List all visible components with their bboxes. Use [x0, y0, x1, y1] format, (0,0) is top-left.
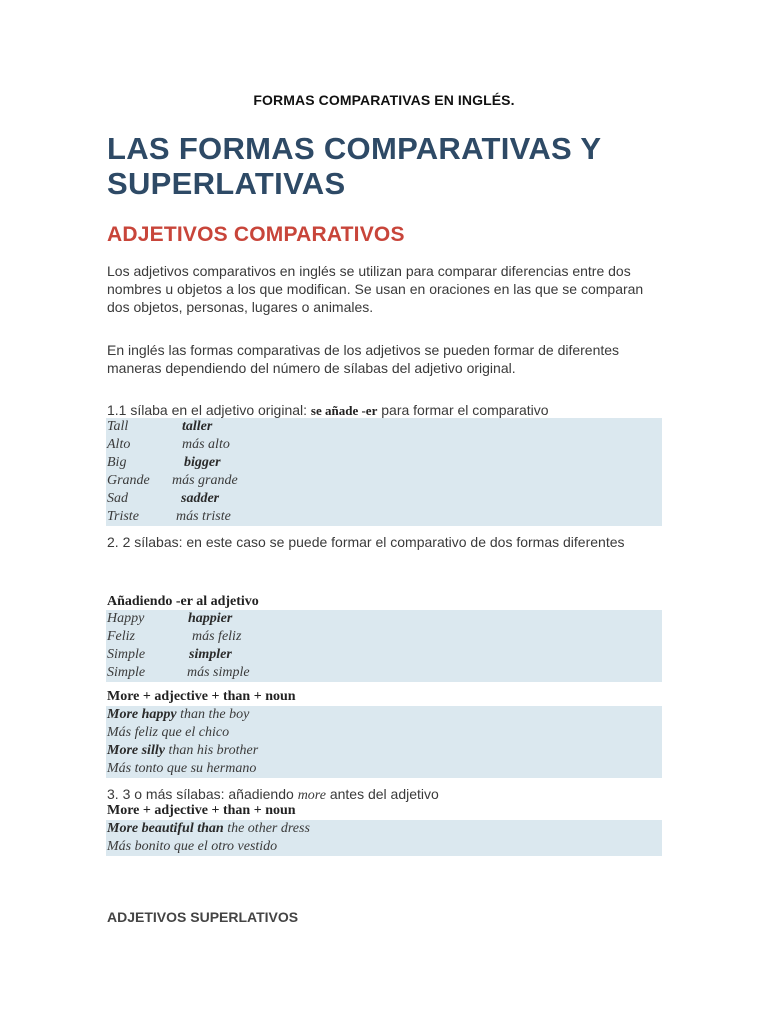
- rule1-suffix: para formar el comparativo: [377, 402, 549, 418]
- table-cell-word: Sad: [107, 491, 128, 506]
- table-cell-word: Feliz: [107, 629, 135, 644]
- table-cell-word: Simple: [107, 647, 146, 662]
- rule2-text: 2. 2 sílabas: en este caso se puede formar el comparativo de dos formas diferentes: [107, 534, 625, 550]
- rule3-pattern-label: More + adjective + than + noun: [107, 803, 296, 818]
- example-row: [106, 742, 662, 760]
- document-title: FORMAS COMPARATIVAS EN INGLÉS.: [253, 92, 515, 108]
- intro-paragraph: Los adjetivos comparativos en inglés se utilizan para comparar diferencias entre dos nombres u objetos a los que modifican. Se usan en oraciones en las que se comparan dos objetos, personas, lugares o animales.: [107, 263, 644, 315]
- example-row: [106, 820, 662, 838]
- example-rest: than his brother: [164, 743, 259, 758]
- rule2-label: Añadiendo -er al adjetivo: [107, 594, 259, 609]
- example-rest: Más bonito que el otro vestido: [107, 839, 278, 854]
- table-cell-comparative: más triste: [176, 509, 231, 524]
- table-row: [106, 508, 662, 526]
- example-strong: More silly: [107, 743, 165, 758]
- rule2-examples-table: [106, 706, 662, 778]
- table-cell-comparative: taller: [182, 419, 213, 434]
- example-strong: More happy: [107, 707, 177, 722]
- table-cell-word: Big: [107, 455, 127, 470]
- rule3-examples-table: [106, 820, 662, 856]
- rule1-table: [106, 418, 662, 526]
- table-row: [106, 664, 662, 682]
- table-row: [106, 472, 662, 490]
- table-cell-comparative: más simple: [187, 665, 250, 680]
- table-row: [106, 454, 662, 472]
- table-cell-word: Tall: [107, 419, 129, 434]
- table-cell-comparative: simpler: [189, 647, 232, 662]
- section-heading-superlatives: ADJETIVOS SUPERLATIVOS: [107, 909, 299, 925]
- rule3-text: [107, 785, 667, 805]
- example-rest: than the boy: [176, 707, 250, 722]
- example-row: [106, 724, 662, 742]
- example-rest: Más tonto que su hermano: [107, 761, 257, 776]
- forms-paragraph: En inglés las formas comparativas de los adjetivos se pueden formar de diferentes maneras dependiendo del número de sílabas del adjetivo original.: [107, 342, 620, 376]
- rule3-prefix: 3. 3 o más sílabas: añadiendo: [107, 786, 298, 802]
- example-rest: Más feliz que el chico: [107, 725, 230, 740]
- table-cell-comparative: happier: [188, 611, 233, 626]
- example-strong: More beautiful than: [107, 821, 224, 836]
- table-cell-comparative: sadder: [181, 491, 220, 506]
- table-row: [106, 646, 662, 664]
- section-heading-comparatives: ADJETIVOS COMPARATIVOS: [107, 223, 405, 246]
- table-cell-word: Triste: [107, 509, 139, 524]
- example-row: [106, 838, 662, 856]
- table-row: [106, 490, 662, 508]
- table-row: [106, 418, 662, 436]
- rule2-pattern-label: More + adjective + than + noun: [107, 689, 296, 704]
- table-cell-word: Grande: [107, 473, 150, 488]
- example-row: [106, 760, 662, 778]
- table-row: [106, 610, 662, 628]
- rule1-emphasis: se añade -er: [310, 403, 378, 418]
- table-cell-word: Happy: [107, 611, 145, 626]
- rule2-table: [106, 610, 662, 682]
- rule3-emphasis: more: [297, 788, 326, 803]
- table-row: [106, 436, 662, 454]
- table-cell-comparative: más feliz: [192, 629, 242, 644]
- rule1-prefix: 1.1 sílaba en el adjetivo original:: [107, 402, 311, 418]
- example-row: [106, 706, 662, 724]
- main-heading: LAS FORMAS COMPARATIVAS Y SUPERLATIVAS: [107, 131, 601, 201]
- table-cell-word: Simple: [107, 665, 146, 680]
- table-cell-comparative: más grande: [172, 473, 238, 488]
- table-cell-word: Alto: [107, 437, 131, 452]
- example-rest: the other dress: [223, 821, 310, 836]
- table-cell-comparative: más alto: [182, 437, 230, 452]
- table-row: [106, 628, 662, 646]
- table-cell-comparative: bigger: [184, 455, 221, 470]
- rule3-suffix: antes del adjetivo: [325, 786, 439, 802]
